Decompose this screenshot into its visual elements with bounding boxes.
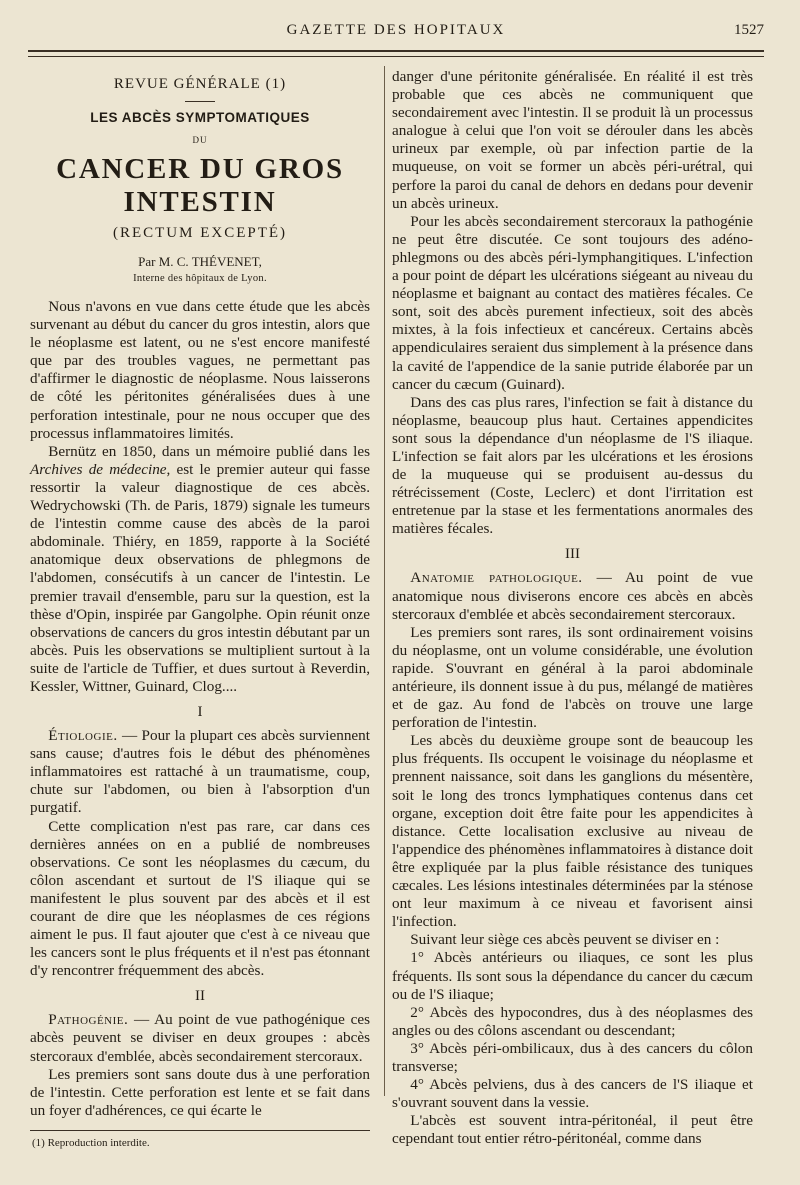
footnote: (1) Reproduction interdite. bbox=[32, 1136, 150, 1149]
anatomy-paragraph-1 bbox=[392, 569, 753, 623]
article-title-line1: LES ABCÈS SYMPTOMATIQUES bbox=[90, 110, 310, 125]
header-rule-thin bbox=[28, 56, 764, 57]
right-paragraph-3: Dans des cas plus rares, l'infection se fait à distance du néoplasme, beaucoup plus haut. Certaines appendicites sont sous la dépendance d'un néoplasme de l'S iliaque. L'infection se fait alors par les ulcérations et les érosions de la muqueuse qui se produisent au-dessus du rétrécissement (Coste, Leclerc) et dont l'irritation est entretenue par la stase et les fermentations anormales des matières fécales. bbox=[392, 393, 753, 538]
pathogeny-paragraph-1 bbox=[30, 1011, 370, 1065]
anatomy-paragraph-5: L'abcès est souvent intra-péritonéal, il peut être cependant tout entier rétro-péritonéal, comme dans bbox=[392, 1112, 753, 1148]
anatomy-paragraph-3: Les abcès du deuxième groupe sont de beaucoup les plus fréquents. Ils occupent le voisinage du néoplasme et prennent naissance, soit dans les ganglions du mésentère, soit le long des troncs lymphatiques contenus dans cet organe, exception doit être faite pour les appendicites à distance. Cette localisation exclusive au niveau de l'appendice des phénomènes inflammatoires à distance doit être expliquée par la plus faible résistance des tuniques cæcales. Les lésions intestinales déterminées par la sténose ont leur maximum à ce niveau et favorisent ainsi l'infection. bbox=[392, 732, 753, 931]
running-title: GAZETTE DES HOPITAUX bbox=[286, 22, 506, 38]
short-rule bbox=[185, 101, 215, 102]
pathogeny-heading: Pathogénie. bbox=[48, 1011, 129, 1029]
section-kicker: REVUE GÉNÉRALE (1) bbox=[113, 76, 287, 92]
anatomy-paragraph-2: Les premiers sont rares, ils sont ordinairement voisins du néoplasme, ont un volume considérable, une évolution rapide. S'ouvrant en général à la paroi abdominale antérieure, ils donnent issue à du pus, mélangé de matières et de gaz. Au fond de l'abcès on trouve une large perforation de l'intestin. bbox=[392, 623, 753, 732]
right-column bbox=[392, 68, 753, 1148]
column-divider bbox=[384, 66, 385, 1096]
article-title-du: DU bbox=[192, 135, 208, 145]
section-number-1: I bbox=[197, 704, 203, 721]
affiliation: Interne des hôpitaux de Lyon. bbox=[133, 273, 267, 284]
pathogeny-text: — Au point de vue pathogénique ces abcès peuvent se diviser en deux groupes : abcès stercoraux d'emblée, abcès secondairement stercoraux. bbox=[30, 1011, 370, 1065]
pathogeny-paragraph-2: Les premiers sont sans doute dus à une perforation de l'intestin. Cette perforation est lente et se fait dans un foyer d'adhérences, ce qui écarte le bbox=[30, 1065, 370, 1119]
etiology-paragraph-1 bbox=[30, 727, 370, 817]
list-item: 2° Abcès des hypocondres, dus à des néoplasmes des angles ou des côlons ascendant ou descendant; bbox=[392, 1003, 753, 1039]
list-item: 1° Abcès antérieurs ou iliaques, ce sont les plus fréquents. Ils sont sous la dépendance du cancer du cæcum ou de l'S iliaque; bbox=[392, 949, 753, 1003]
header-rule-thick bbox=[28, 50, 764, 52]
etiology-heading: Étiologie. bbox=[48, 727, 118, 745]
running-head bbox=[28, 22, 764, 42]
article-title-sub: (RECTUM EXCEPTÉ) bbox=[112, 225, 288, 241]
page-number: 1527 bbox=[734, 22, 764, 38]
section-number-2: II bbox=[195, 988, 205, 1005]
list-item: 4° Abcès pelviens, dus à des cancers de l'S iliaque et s'ouvrant souvent dans la vessie. bbox=[392, 1076, 753, 1112]
article-title-main: CANCER DU GROS INTESTIN bbox=[56, 153, 344, 218]
anatomy-text: — Au point de vue anatomique nous diviserons encore ces abcès en abcès stercoraux d'emblée et abcès secondairement stercoraux. bbox=[392, 569, 753, 623]
right-paragraph-2: Pour les abcès secondairement stercoraux la pathogénie ne peut être discutée. Ce sont toujours des adéno-phlegmons ou des abcès péri-lymphangitiques. L'infection a pour point de départ les ulcérations siégeant au niveau du néoplasme et baignant au contact des matières fécales. Ce sont, soit des abcès purement infectieux, soit des abcès mixtes, à la fois infectieux et cancéreux. Certains abcès appendiculaires seraient dus simplement à la présence dans la cavité de l'appendice de la sanie putride élaborée par un cancer du cæcum (Guinard). bbox=[392, 212, 753, 393]
history-text-b: , est le premier auteur qui fasse ressortir la valeur diagnostique de ces abcès. Wedrychowski (Th. de Paris, 1879) signale les tumeurs de l'intestin comme cause des abcès de la paroi abdominale. Thiéry, en 1859, rapporte à la Société anatomique deux observations de phlegmons de l'abdomen, consécutifs à un cancer de l'intestin. Le premier travail d'ensemble, paru sur la question, est la thèse d'Opin, inspirée par Gangolphe. Opin réunit onze observations de cancers du gros intestin débutant par un abcès. Puis les observations se multiplient surtout à la suite de l'article de Tuffier, et dues surtout à Reverdin, Kessler, Wittner, Guinard, Clog.... bbox=[30, 460, 370, 695]
footnote-rule bbox=[30, 1130, 370, 1131]
anatomy-paragraph-4: Suivant leur siège ces abcès peuvent se diviser en : bbox=[410, 931, 720, 949]
list-item: 3° Abcès péri-ombilicaux, dus à des cancers du côlon transverse; bbox=[392, 1039, 753, 1075]
history-text-a: Bernütz en 1850, dans un mémoire publié dans les bbox=[48, 442, 370, 460]
history-paragraph bbox=[30, 443, 370, 696]
byline: Par M. C. THÉVENET, bbox=[138, 254, 262, 269]
etiology-text: — Pour la plupart ces abcès surviennent sans cause; d'autres fois le début des phénomènes inflammatoires est rattaché à un traumatisme, coup, chute sur l'abdomen, ou bien à l'absorption d'un purgatif. bbox=[30, 727, 370, 817]
section-number-3: III bbox=[565, 546, 580, 563]
left-column bbox=[30, 68, 370, 1149]
anatomy-heading: Anatomie pathologique. bbox=[410, 569, 583, 587]
right-paragraph-1: danger d'une péritonite généralisée. En réalité il est très probable que ces abcès ne communiquent que secondairement avec l'intestin. Il se produit là un processus analogue à celui que l'on voit se dérouler dans les abcès urineux par exemple, où par infection partie de la muqueuse, on voit se former un abcès péri-urétral, qui perfore la paroi du canal de dehors en dedans pour devenir un abcès urineux. bbox=[392, 68, 753, 212]
etiology-paragraph-2: Cette complication n'est pas rare, car dans ces dernières années on en a publié de nombreuses observations. Ce sont les néoplasmes du cæcum, du côlon ascendant et surtout de l'S iliaque qui se manifestent le plus souvent par des abcès et il est courant de dire que les néoplasmes de ces régions aiment le pus. Il faut ajouter que c'est à ce niveau que les cancers sont le plus fréquents et il n'est pas étonnant d'y rencontrer fréquemment des abcès. bbox=[30, 817, 370, 980]
intro-paragraph: Nous n'avons en vue dans cette étude que les abcès survenant au début du cancer du gros intestin, alors que le néoplasme est latent, ou ne s'est encore manifesté que par des troubles vagues, ne permettant pas d'affirmer le diagnostic de néoplasme. Nous laisserons de côté les péritonites généralisées dues à une perforation intestinale, pour ne nous occuper que des processus inflammatoires limités. bbox=[30, 298, 370, 442]
journal-title: Archives de médecine bbox=[30, 460, 167, 478]
